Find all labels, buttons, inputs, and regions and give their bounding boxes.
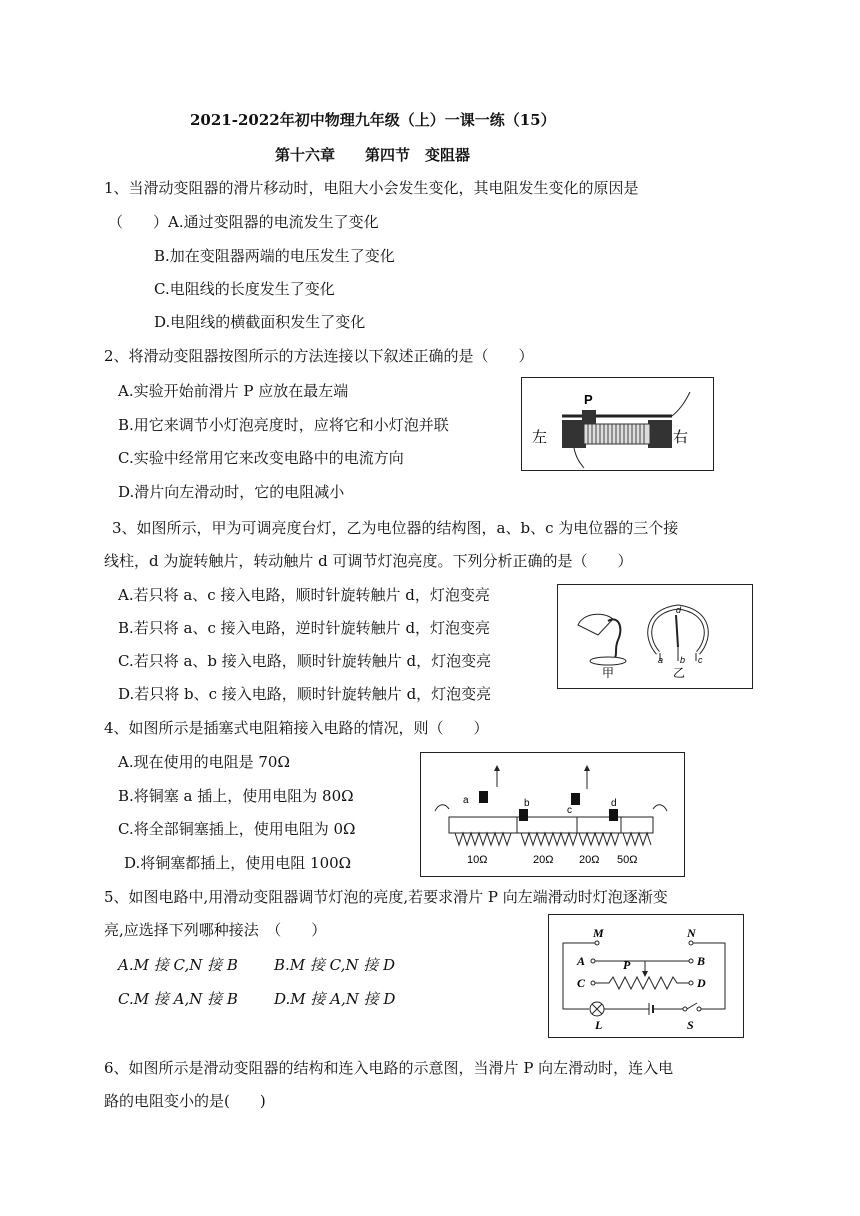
- q2-option-b: B.用它来调节小灯泡亮度时，应将它和小灯泡并联: [118, 416, 449, 434]
- q5-option-d: D.M 接 A,N 接 D: [274, 990, 396, 1008]
- q2-option-d: D.滑片向左滑动时，它的电阻减小: [118, 483, 345, 501]
- q1-option-a: （ ）A.通过变阻器的电流发生了变化: [108, 213, 379, 231]
- q2-fig-right-label: 右: [673, 429, 689, 446]
- q3-option-b: B.若只将 a、c 接入电路，逆时针旋转触片 d，灯泡变亮: [118, 619, 491, 637]
- q5-option-c: C.M 接 A,N 接 B: [118, 990, 238, 1008]
- q4-option-c: C.将全部铜塞插上，使用电阻为 0Ω: [118, 820, 356, 838]
- q4-option-a: A.现在使用的电阻是 70Ω: [118, 753, 290, 771]
- q5-fig-n: N: [687, 926, 696, 940]
- q5-fig-s: S: [687, 1018, 694, 1032]
- q3-fig-jia: 甲: [602, 666, 615, 680]
- q1-option-c: C.电阻线的长度发生了变化: [154, 280, 335, 298]
- q4-fig-b: b: [524, 798, 530, 809]
- q6-stem-line1: 6、如图所示是滑动变阻器的结构和连入电路的示意图，当滑片 P 向左滑动时，连入电: [104, 1059, 674, 1077]
- q3-option-c: C.若只将 a、b 接入电路，顺时针旋转触片 d，灯泡变亮: [118, 652, 492, 670]
- q1-stem: 1、当滑动变阻器的滑片移动时，电阻大小会发生变化，其电阻发生变化的原因是: [104, 179, 639, 197]
- q4-option-d: D.将铜塞都插上，使用电阻 100Ω: [124, 854, 352, 872]
- q3-stem-line1: 3、如图所示，甲为可调亮度台灯，乙为电位器的结构图，a、b、c 为电位器的三个接: [112, 519, 679, 537]
- q4-fig-d: d: [611, 798, 617, 809]
- q5-option-a: A.M 接 C,N 接 B: [118, 956, 238, 974]
- q4-option-b: B.将铜塞 a 插上，使用电阻为 80Ω: [118, 787, 354, 805]
- q3-fig-b: b: [680, 655, 686, 665]
- q1-option-b: B.加在变阻器两端的电压发生了变化: [154, 247, 395, 265]
- q3-fig-d: d: [676, 605, 682, 615]
- q5-stem-line2: 亮,应选择下列哪种接法 （ ）: [104, 921, 327, 939]
- q2-figure: [521, 377, 714, 471]
- q1-option-d: D.电阻线的横截面积发生了变化: [154, 313, 366, 331]
- q2-fig-p-label: P: [584, 392, 593, 407]
- q5-fig-l: L: [595, 1018, 603, 1032]
- q3-figure: [557, 584, 753, 689]
- q5-fig-a: A: [577, 954, 586, 968]
- q3-stem-line2: 线柱，d 为旋转触片，转动触片 d 可调节灯泡亮度。下列分析正确的是（ ）: [104, 552, 633, 570]
- q5-fig-d: D: [697, 976, 706, 990]
- q3-option-d: D.若只将 b、c 接入电路，顺时针旋转触片 d，灯泡变亮: [118, 685, 492, 703]
- q3-fig-a: a: [658, 655, 664, 665]
- q5-stem-line1: 5、如图电路中,用滑动变阻器调节灯泡的亮度,若要求滑片 P 向左端滑动时灯泡逐渐变: [104, 888, 668, 906]
- q4-fig-c: c: [567, 805, 572, 816]
- q3-fig-c: c: [698, 655, 703, 665]
- q2-fig-left-label: 左: [532, 429, 548, 446]
- q4-stem: 4、如图所示是插塞式电阻箱接入电路的情况，则（ ）: [104, 719, 489, 737]
- q4-fig-r3: 20Ω: [579, 854, 600, 866]
- q4-fig-r4: 50Ω: [617, 854, 638, 866]
- q5-fig-c: C: [577, 976, 586, 990]
- q5-option-b: B.M 接 C,N 接 D: [274, 956, 396, 974]
- q4-figure: [420, 752, 685, 877]
- q4-fig-r2: 20Ω: [533, 854, 554, 866]
- q6-stem-line2: 路的电阻变小的是( ): [104, 1092, 266, 1110]
- q5-fig-b: B: [697, 954, 706, 968]
- q4-fig-r1: 10Ω: [467, 854, 488, 866]
- q5-figure: [548, 914, 744, 1038]
- q4-fig-a: a: [463, 795, 469, 806]
- q2-option-c: C.实验中经常用它来改变电路中的电流方向: [118, 449, 404, 467]
- q2-stem: 2、将滑动变阻器按图所示的方法连接以下叙述正确的是（ ）: [104, 347, 534, 365]
- q5-fig-m: M: [593, 926, 604, 940]
- page-subtitle: 第十六章 第四节 变阻器: [275, 146, 471, 164]
- page-title: 2021-2022年初中物理九年级（上）一课一练（15）: [190, 111, 556, 129]
- q2-option-a: A.实验开始前滑片 P 应放在最左端: [118, 382, 349, 400]
- q3-option-a: A.若只将 a、c 接入电路，顺时针旋转触片 d，灯泡变亮: [118, 586, 490, 604]
- q3-fig-yi: 乙: [673, 666, 686, 680]
- q5-fig-p: P: [623, 958, 631, 972]
